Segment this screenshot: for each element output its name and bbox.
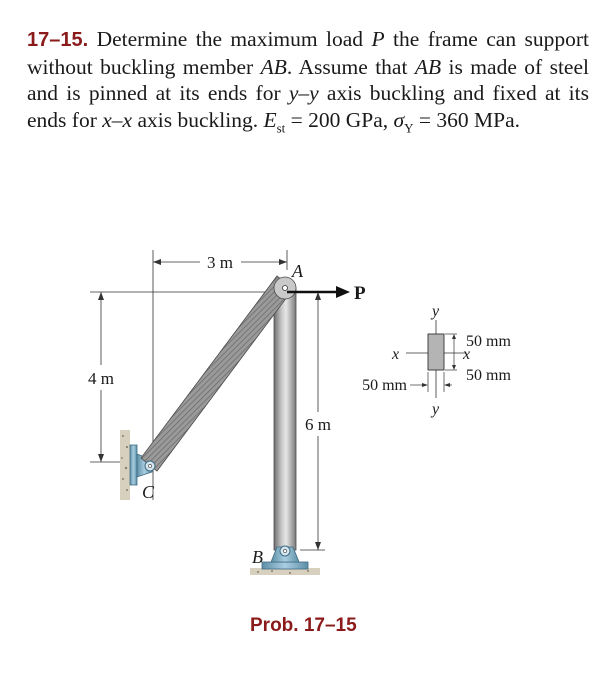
modulus-subscript: st <box>276 119 286 135</box>
cross-section <box>406 320 466 398</box>
problem-number: 17–15. <box>27 29 89 51</box>
label-b: B <box>252 547 263 567</box>
dim-3m: 3 m <box>207 253 233 272</box>
section-dim-width: 50 mm <box>362 377 407 394</box>
problem-text-6: axis buckling. <box>132 107 264 132</box>
yield-stress-subscript: Y <box>404 119 414 135</box>
problem-text-4: is made of steel and is pinned at its ends for <box>27 54 589 105</box>
member-symbol: AB <box>260 54 287 79</box>
problem-text-5: axis buckling and fixed at its ends for <box>27 81 590 132</box>
axis-xx: x–x <box>102 107 133 132</box>
dim-4m: 4 m <box>88 369 114 388</box>
yield-stress-symbol: σ <box>393 107 405 132</box>
problem-text-1: Determine the maximum load <box>88 27 372 51</box>
label-p: P <box>354 283 366 304</box>
problem-text-8: = 360 MPa. <box>413 107 521 132</box>
section-x-right: x <box>463 346 471 363</box>
problem-text-2: the frame can support without buckling member <box>27 27 590 79</box>
label-c: C <box>142 482 155 502</box>
section-dim-top: 50 mm <box>466 333 511 350</box>
section-y-top: y <box>432 303 440 320</box>
member-ab <box>274 288 296 550</box>
member-symbol: AB <box>414 54 442 79</box>
figure-caption: Prob. 17–15 <box>250 615 357 636</box>
section-x-left: x <box>392 346 400 363</box>
dim-6m: 6 m <box>305 415 331 434</box>
label-a: A <box>292 261 303 281</box>
brace-ca <box>141 276 293 471</box>
load-symbol: P <box>371 27 385 51</box>
section-dim-bottom: 50 mm <box>466 367 511 384</box>
problem-text-3: . Assume that <box>286 54 415 79</box>
section-y-bottom: y <box>432 401 440 418</box>
modulus-symbol: E <box>263 107 277 132</box>
axis-yy: y–y <box>288 81 319 105</box>
problem-text-7: = 200 GPa, <box>285 107 394 132</box>
